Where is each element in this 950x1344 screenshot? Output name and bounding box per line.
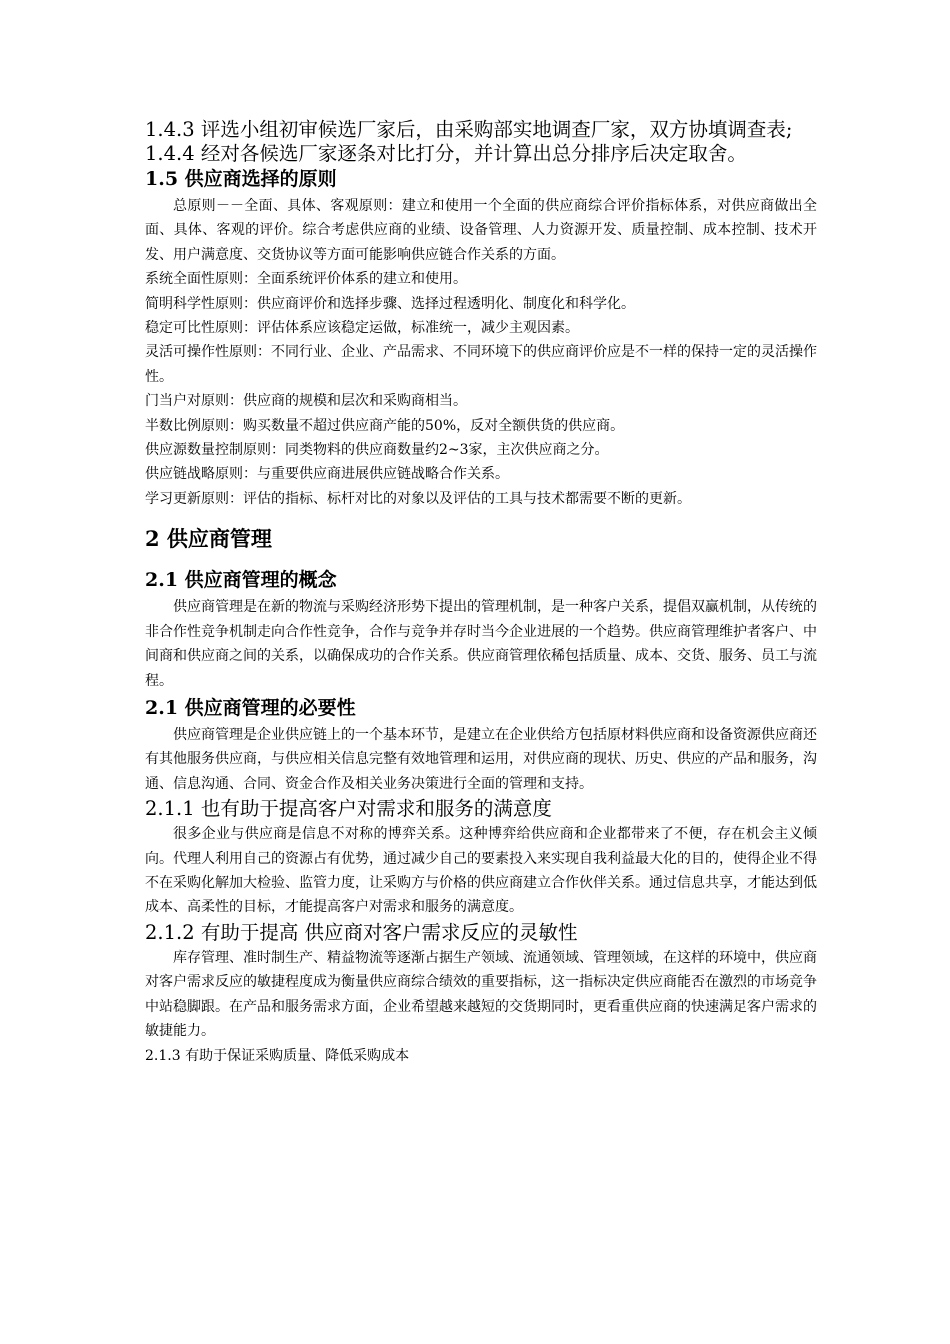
- heading-2-1-concept: 2.1 供应商管理的概念: [145, 569, 337, 592]
- step-1-4-4: 1.4.4 经对各候选厂家逐条对比打分，并计算出总分排序后决定取舍。: [145, 142, 747, 165]
- paragraph-necessity: 供应商管理是企业供应链上的一个基本环节，是建立在企业供给方包括原材料供应商和设备资源供应商还有其他服务供应商，与供应相关信息完整有效地管理和运用，对供应商的现状、历史、供应的产品和服务，沟通、信息沟通、合同、资金合作及相关业务决策进行全面的管理和支持。: [145, 726, 817, 792]
- principle-item: 门当户对原则：供应商的规模和层次和采购商相当。: [145, 393, 467, 410]
- heading-1-5: 1.5 供应商选择的原则: [145, 168, 337, 190]
- principle-item: 半数比例原则：购买数量不超过供应商产能的50%，反对全额供货的供应商。: [145, 417, 625, 434]
- heading-chapter-2: 2 供应商管理: [145, 526, 272, 552]
- principle-item: 供应链战略原则：与重要供应商进展供应链战略合作关系。: [145, 466, 509, 483]
- step-1-4-3: 1.4.3 评选小组初审候选厂家后，由采购部实地调查厂家，双方协填调查表;: [145, 118, 793, 141]
- principle-item: 简明科学性原则：供应商评价和选择步骤、选择过程透明化、制度化和科学化。: [145, 295, 635, 312]
- principle-item: 稳定可比性原则：评估体系应该稳定运做，标准统一，减少主观因素。: [145, 320, 579, 337]
- principle-item: 供应源数量控制原则：同类物料的供应商数量约2~3家，主次供应商之分。: [145, 442, 609, 459]
- paragraph-2-1-2: 库存管理、准时制生产、精益物流等逐渐占据生产领域、流通领域、管理领域，在这样的环境中，供应商对客户需求反应的敏捷程度成为衡量供应商综合绩效的重要指标，这一指标决定供应商能否在激烈的市场竞争中站稳脚跟。在产品和服务需求方面，企业希望越来越短的交货期同时，更看重供应商的快速满足客户需求的敏捷能力。: [145, 949, 817, 1039]
- paragraph-2-1-1: 很多企业与供应商是信息不对称的博弈关系。这种博弈给供应商和企业都带来了不便，存在机会主义倾向。代理人利用自己的资源占有优势，通过减少自己的要素投入来实现自我利益最大化的目的，使得企业不得不在采购化解加大检验、监管力度，让采购方与价格的供应商建立合作伙伴关系。通过信息共享，才能达到低成本、高柔性的目标，才能提高客户对需求和服务的满意度。: [145, 826, 817, 916]
- paragraph-general-principle: 总原则－－全面、具体、客观原则：建立和使用一个全面的供应商综合评价指标体系，对供应商做出全面、具体、客观的评价。综合考虑供应商的业绩、设备管理、人力资源开发、质量控制、成本控制、技术开发、用户满意度、交货协议等方面可能影响供应链合作关系的方面。: [145, 198, 817, 263]
- heading-2-1-2: 2.1.2 有助于提高 供应商对客户需求反应的灵敏性: [145, 920, 578, 944]
- principle-item: 学习更新原则：评估的指标、标杆对比的对象以及评估的工具与技术都需要不断的更新。: [145, 490, 691, 507]
- heading-2-1-necessity: 2.1 供应商管理的必要性: [145, 696, 356, 719]
- principle-item: 灵活可操作性原则：不同行业、企业、产品需求、不同环境下的供应商评价应是不一样的保持一定的灵活操作性。: [145, 344, 817, 385]
- heading-2-1-3: 2.1.3 有助于保证采购质量、降低采购成本: [145, 1048, 410, 1065]
- paragraph-concept: 供应商管理是在新的物流与采购经济形势下提出的管理机制，是一种客户关系，提倡双赢机制，从传统的非合作性竞争机制走向合作性竞争，合作与竞争并存时当今企业进展的一个趋势。供应商管理维护者客户、中间商和供应商之间的关系，以确保成功的合作关系。供应商管理依稀包括质量、成本、交货、服务、员工与流程。: [145, 599, 817, 689]
- principle-item: 系统全面性原则：全面系统评价体系的建立和使用。: [145, 271, 467, 288]
- heading-2-1-1: 2.1.1 也有助于提高客户对需求和服务的满意度: [145, 797, 552, 821]
- document-page: [145, 118, 817, 1067]
